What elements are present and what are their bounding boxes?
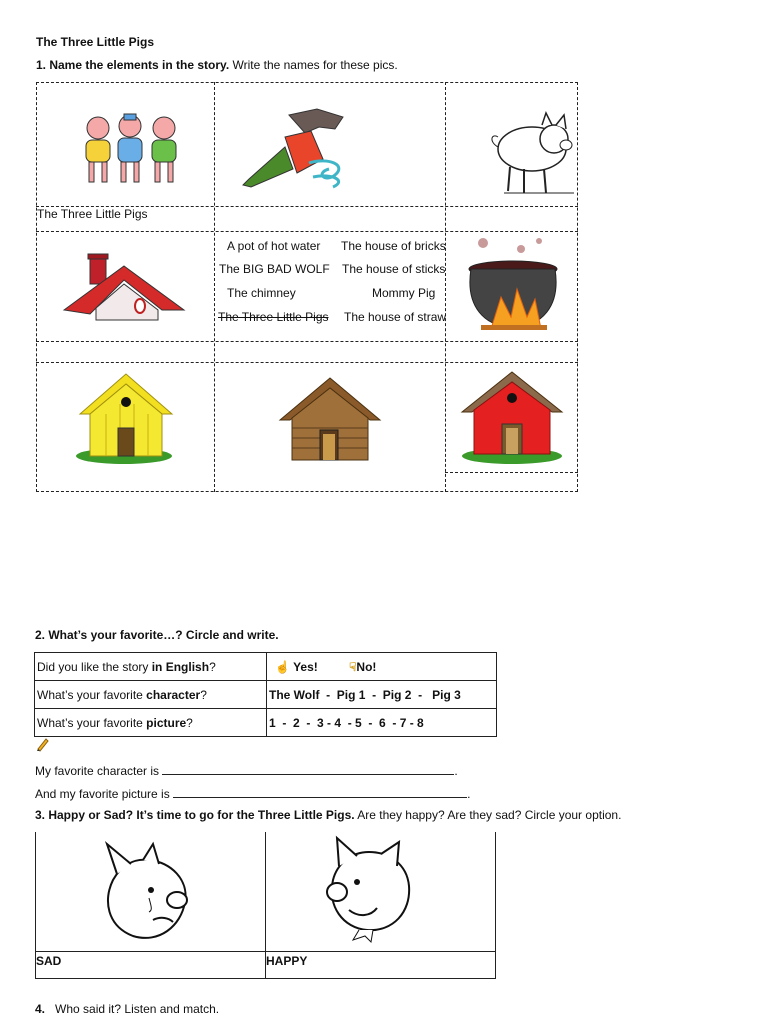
- question-text: Did you like the story: [37, 659, 152, 674]
- happy-sad-table: [35, 832, 495, 979]
- chimney-house-picture: [62, 252, 186, 324]
- question-1-instructions: Write the names for these pics.: [229, 58, 398, 72]
- favorite-picture-blank[interactable]: [173, 785, 467, 798]
- grid-line: [36, 82, 37, 492]
- word-mommy-pig: Mommy Pig: [372, 286, 436, 300]
- three-pigs-picture: [76, 112, 196, 188]
- table-line: [495, 832, 496, 979]
- question-4: [35, 1002, 219, 1016]
- favorites-question: [35, 709, 267, 737]
- word-hot-water: A pot of hot water: [227, 239, 321, 253]
- grid-line: [36, 231, 578, 232]
- favorite-character-blank[interactable]: [162, 762, 454, 775]
- sad-label[interactable]: SAD: [36, 954, 62, 968]
- table-row: [35, 709, 497, 737]
- thumbs-down-icon: ☟: [349, 659, 357, 674]
- grid-line: [214, 82, 215, 492]
- question-text: What’s your favorite: [37, 715, 147, 730]
- favorites-question: [35, 653, 267, 681]
- table-line: [35, 951, 495, 952]
- question-bold: picture: [146, 715, 187, 730]
- question-1-bold: 1. Name the elements in the story.: [36, 58, 230, 72]
- question-4-number: 4.: [35, 1002, 46, 1016]
- word-house-sticks: The house of sticks: [342, 262, 446, 276]
- happy-label[interactable]: HAPPY: [266, 954, 308, 968]
- straw-house-picture: [76, 370, 180, 468]
- question-end: ?: [200, 687, 207, 702]
- word-house-straw: The house of straw: [344, 310, 447, 324]
- word-three-little-pigs: The Three Little Pigs: [218, 310, 329, 324]
- favorite-picture-label: And my favorite picture is: [35, 787, 170, 801]
- picture-options[interactable]: 1 - 2 - 3 - 4 - 5 - 6 - 7 - 8: [267, 709, 497, 737]
- question-1: [36, 58, 398, 72]
- question-3-bold: 3. Happy or Sad? It’s time to go for the Three Little Pigs.: [35, 808, 355, 822]
- word-house-bricks: The house of bricks: [341, 239, 446, 253]
- question-text: What’s your favorite: [37, 687, 147, 702]
- page-title: The Three Little Pigs: [36, 35, 155, 49]
- yes-no-options: [267, 653, 497, 681]
- grid-line: [445, 82, 446, 492]
- stick-house-picture: [278, 372, 382, 464]
- grid-line: [577, 82, 578, 492]
- brick-house-picture: [460, 368, 564, 468]
- favorite-character-line: My favorite character is .: [35, 764, 458, 778]
- grid-line: [36, 341, 578, 342]
- table-line: [35, 978, 495, 979]
- favorites-table: [34, 652, 497, 737]
- mommy-pig-picture: [484, 107, 576, 197]
- question-bold: character: [146, 687, 201, 702]
- favorites-question: [35, 681, 267, 709]
- happy-pig-picture: [319, 836, 415, 944]
- grid-line: [36, 82, 578, 83]
- question-bold: in English: [151, 659, 210, 674]
- character-options[interactable]: The Wolf - Pig 1 - Pig 2 - Pig 3: [267, 681, 497, 709]
- question-3: [35, 808, 621, 822]
- yes-option[interactable]: Yes!: [293, 659, 318, 674]
- favorite-picture-line: And my favorite picture is .: [35, 787, 471, 801]
- picture-grid: [36, 82, 578, 492]
- grid-line: [445, 472, 578, 473]
- pencil-icon: [36, 737, 50, 751]
- word-chimney: The chimney: [227, 286, 296, 300]
- question-end: ?: [209, 659, 216, 674]
- table-row: [35, 681, 497, 709]
- word-big-bad-wolf: The BIG BAD WOLF: [219, 262, 330, 276]
- sad-pig-picture: [93, 840, 193, 944]
- question-3-instructions: Are they happy? Are they sad? Circle your option.: [354, 808, 622, 822]
- favorite-character-label: My favorite character is: [35, 764, 160, 778]
- answer-pigs: The Three Little Pigs: [37, 207, 148, 221]
- pot-picture: [461, 237, 561, 335]
- question-4-text: Who said it? Listen and match.: [55, 1002, 220, 1016]
- no-option[interactable]: No!: [356, 659, 377, 674]
- question-2-heading: 2. What’s your favorite…? Circle and write.: [35, 628, 279, 642]
- grid-line: [36, 362, 578, 363]
- question-end: ?: [186, 715, 193, 730]
- thumbs-up-icon: ☝: [275, 659, 290, 674]
- grid-line: [36, 491, 578, 492]
- table-row: [35, 653, 497, 681]
- wolf-picture: [239, 107, 349, 192]
